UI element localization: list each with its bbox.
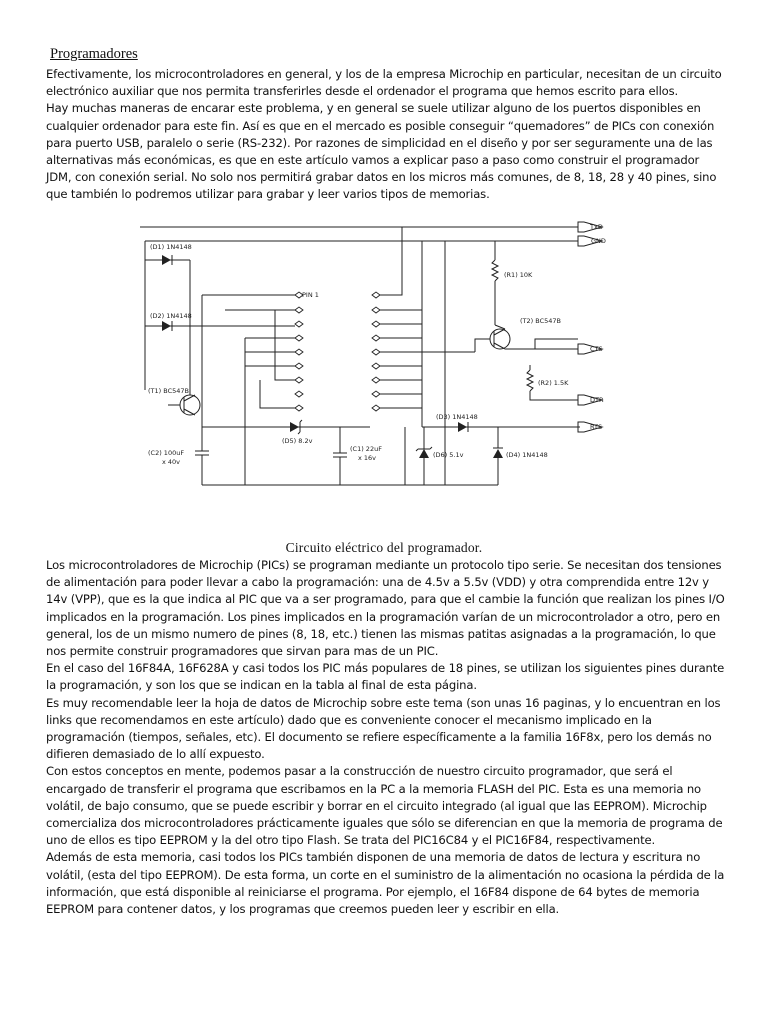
programmer-circuit-schematic — [140, 215, 620, 495]
t1-label: (T1) BC547B — [148, 387, 189, 395]
t2-label: (T2) BC547B — [520, 317, 561, 325]
d3-label: (D3) 1N4148 — [436, 413, 478, 421]
gnd-label: GND — [591, 237, 606, 245]
c2-label-line2: x 40v — [162, 458, 181, 466]
c1-label-line1: (C1) 22uF — [350, 445, 382, 453]
paragraph: Hay muchas maneras de encarar este problema, y en general se suele utilizar alguno de los puertos disponibles en cualquier ordenador para este fin. Así es que en el mercado es posible conseguir “quemadores” de PICs con conexión para puerto USB, paralelo o serie (RS-232). Por razones de simplicidad en el diseño y por ser seguramente una de las alternativas más económicas, es que en este artículo vamos a explicar paso a paso como construir el programador JDM, con conexión serial. No solo nos permitirá grabar datos en los micros más comunes, de 8, 18, 28 y 40 pines, sino que también lo podremos utilizar para grabar y leer varios tipos de memorias. — [46, 101, 717, 202]
paragraph: Es muy recomendable leer la hoja de datos de Microchip sobre este tema (son unas 16 paginas, y lo encuentran en los links que recomendamos en este artículo) dado que es conveniente conocer el mecanismo implicado en la programación (tiempos, señales, etc). El documento se refiere específicamente a la familia 16F8x, pero los demás no difieren demasiado de lo allí expuesto. — [46, 695, 721, 762]
paragraph: Efectivamente, los microcontroladores en general, y los de la empresa Microchip en particular, necesitan de un circuito electrónico auxiliar que nos permita transferirles desde el ordenador el programa que hemos escrito para ellos. — [46, 67, 722, 99]
dtr-label: DTR — [590, 396, 604, 404]
paragraph: Además de esta memoria, casi todos los PICs también disponen de una memoria de datos de lectura y escritura no volátil, (esta del tipo EEPROM). De esta forma, un corte en el suministro de la alimentación no ocasiona la pérdida de la información, que está disponible al reiniciarse el programa. Por ejemplo, el 16F84 dispone de 64 bytes de memoria EEPROM para contener datos, y los programas que creemos pueden leer y escribir en ella. — [46, 850, 725, 917]
paragraph: En el caso del 16F84A, 16F628A y casi todos los PIC más populares de 18 pines, se utilizan los siguientes pines durante la programación, y son los que se indican en la tabla al final de esta página. — [46, 661, 725, 693]
d6-label: (D6) 5.1v — [433, 451, 464, 459]
figure-caption: Circuito eléctrico del programador. — [285, 540, 483, 555]
body-text — [46, 557, 726, 918]
d1-label: (D1) 1N4148 — [150, 243, 192, 251]
r1-label: (R1) 10K — [504, 271, 533, 279]
cts-label: CTS — [590, 345, 603, 353]
d2-label: (D2) 1N4148 — [150, 312, 192, 320]
rts-label: RTS — [590, 423, 603, 431]
r2-label: (R2) 1.5K — [538, 379, 569, 387]
paragraph: Con estos conceptos en mente, podemos pasar a la construcción de nuestro circuito programador, que será el encargado de transferir el programa que escribamos en la PC a la memoria FLASH del PIC. Esta es una memoria no volátil, de bajo consumo, que se puede escribir y borrar en el circuito integrado (al igual que las EEPROM). Microchip comercializa dos microcontroladores prácticamente iguales que sólo se diferencian en que la memoria de programa de uno de ellos es tipo EEPROM y la del otro tipo Flash. Se trata del PIC16C84 y el PIC16F84, respectivamente. — [46, 764, 723, 848]
section-heading: Programadores — [50, 46, 138, 62]
d5-label: (D5) 8.2v — [282, 437, 313, 445]
c1-label-line2: x 16v — [358, 454, 377, 462]
intro-text — [46, 66, 726, 204]
c2-label-line1: (C2) 100uF — [148, 449, 185, 457]
txd-label: TxD — [590, 223, 603, 231]
d4-label: (D4) 1N4148 — [506, 451, 548, 459]
pin-header-left — [295, 292, 303, 411]
pin-header-right — [372, 292, 380, 411]
pin1-label: PIN 1 — [302, 291, 319, 299]
paragraph: Los microcontroladores de Microchip (PICs) se programan mediante un protocolo tipo serie. Se necesitan dos tensiones de alimentación para poder llevar a cabo la programación: una de 4.5v a 5.5v (VDD) y otra comprendida entre 12v y 14v (VPP), que es la que indica al PIC que va a ser programado, para que el cambie la función que realizan los pines I/O implicados en la programación. Los pines implicados en la programación varían de un microcontrolador a otro, pero en general, los de un mismo numero de pines (8, 18, etc.) tienen las mismas patitas asignadas a la programación, lo que nos permite construir programadores que sirvan para mas de un PIC. — [46, 558, 725, 659]
